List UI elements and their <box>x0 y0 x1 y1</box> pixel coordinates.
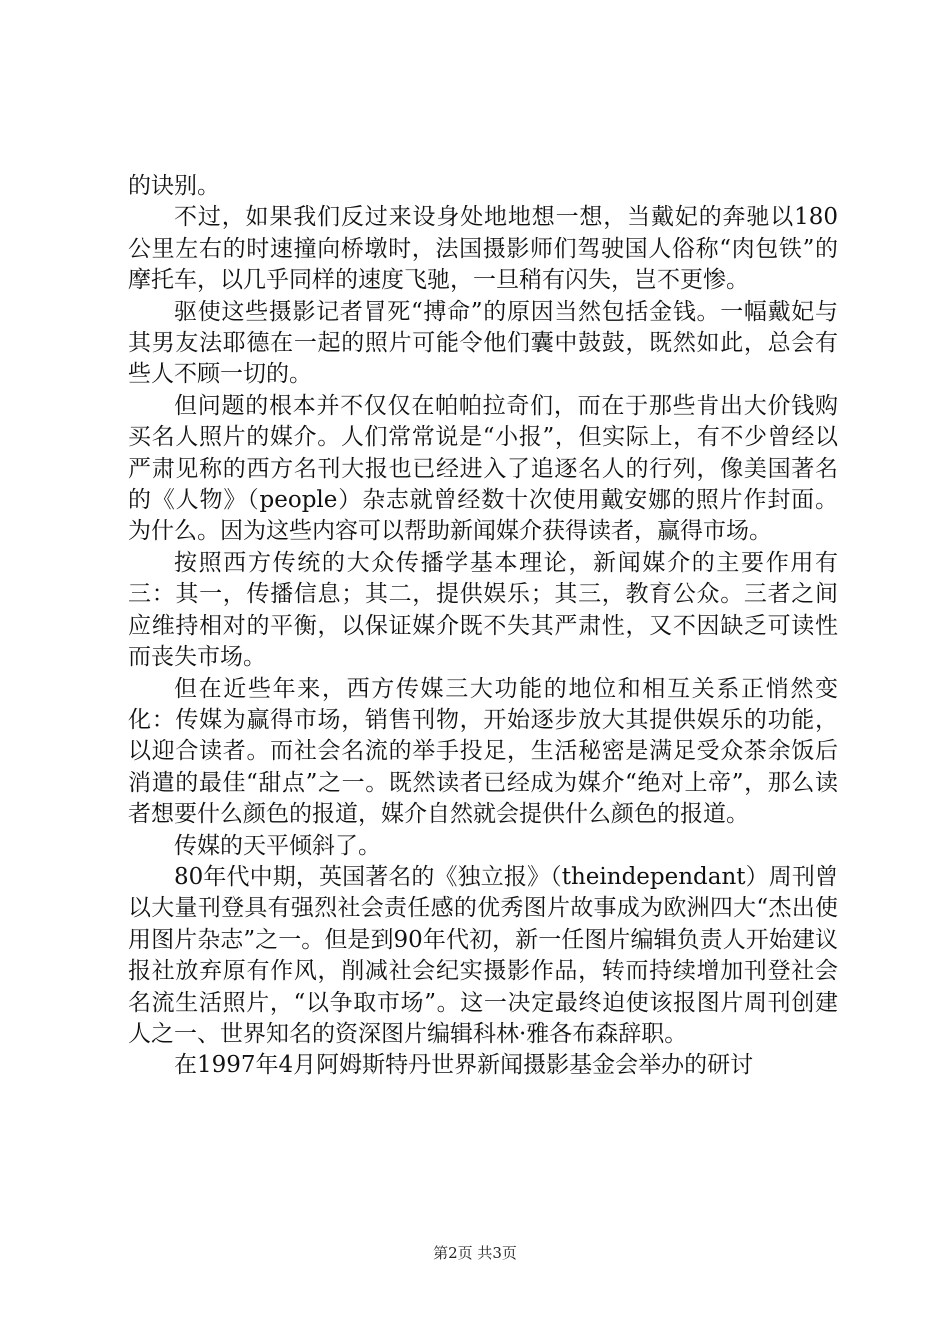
paragraph-media-functions: 按照西方传统的大众传播学基本理论，新闻媒介的主要作用有三：其一，传播信息；其二，提供娱乐；其三，教育公众。三者之间应维持相对的平衡，以保证媒介既不失其严肃性，又不因缺乏可读性而丧失市场。 <box>128 549 838 671</box>
paragraph-photographer-risk: 不过，如果我们反过来设身处地地想一想，当戴妃的奔驰以180公里左右的时速撞向桥墩时，法国摄影师们驾驶国人俗称“肉包铁”的摩托车，以几乎同样的速度飞驰，一旦稍有闪失，岂不更惨。 <box>128 204 838 294</box>
paragraph-money-motive: 驱使这些摄影记者冒死“搏命”的原因当然包括金钱。一幅戴妃与其男友法耶德在一起的照片可能令他们囊中鼓鼓，既然如此，总会有些人不顾一切的。 <box>128 298 838 388</box>
body-text <box>128 171 838 1082</box>
paragraph-entertainment-shift: 但在近些年来，西方传媒三大功能的地位和相互关系正悄然变化：传媒为赢得市场，销售刊物，开始逐步放大其提供娱乐的功能，以迎合读者。而社会名流的举手投足，生活秘密是满足受众茶余饭后消遣的最佳“甜点”之一。既然读者已经成为媒介“绝对上帝”，那么读者想要什么颜色的报道，媒介自然就会提供什么颜色的报道。 <box>128 675 838 828</box>
paragraph-independent-example: 80年代中期，英国著名的《独立报》（theindependant）周刊曾以大量刊登具有强烈社会责任感的优秀图片故事成为欧洲四大“杰出使用图片杂志”之一。但是到90年代初，新一任图片编辑负责人开始建议报社放弃原有作风，削减社会纪实摄影作品，转而持续增加刊登社会名流生活照片，“以争取市场”。这一决定最终迫使该报图片周刊创建人之一、世界知名的资深图片编辑科林·雅各布森辞职。 <box>128 863 838 1047</box>
paragraph-1997-seminar: 在1997年4月阿姆斯特丹世界新闻摄影基金会举办的研讨 <box>174 1052 754 1079</box>
paragraph-continuation: 的诀别。 <box>128 173 220 199</box>
paragraph-media-root-cause: 但问题的根本并不仅仅在帕帕拉奇们，而在于那些肯出大价钱购买名人照片的媒介。人们常常说是“小报”，但实际上，有不少曾经以严肃见称的西方名刊大报也已经进入了追逐名人的行列，像美国著名的《人物》（people）杂志就曾经数十次使用戴安娜的照片作封面。为什么。因为这些内容可以帮助新闻媒介获得读者，赢得市场。 <box>128 392 838 545</box>
page-number-footer: 第2页 共3页 <box>433 1244 517 1262</box>
paragraph-balance-tilted: 传媒的天平倾斜了。 <box>174 832 381 859</box>
